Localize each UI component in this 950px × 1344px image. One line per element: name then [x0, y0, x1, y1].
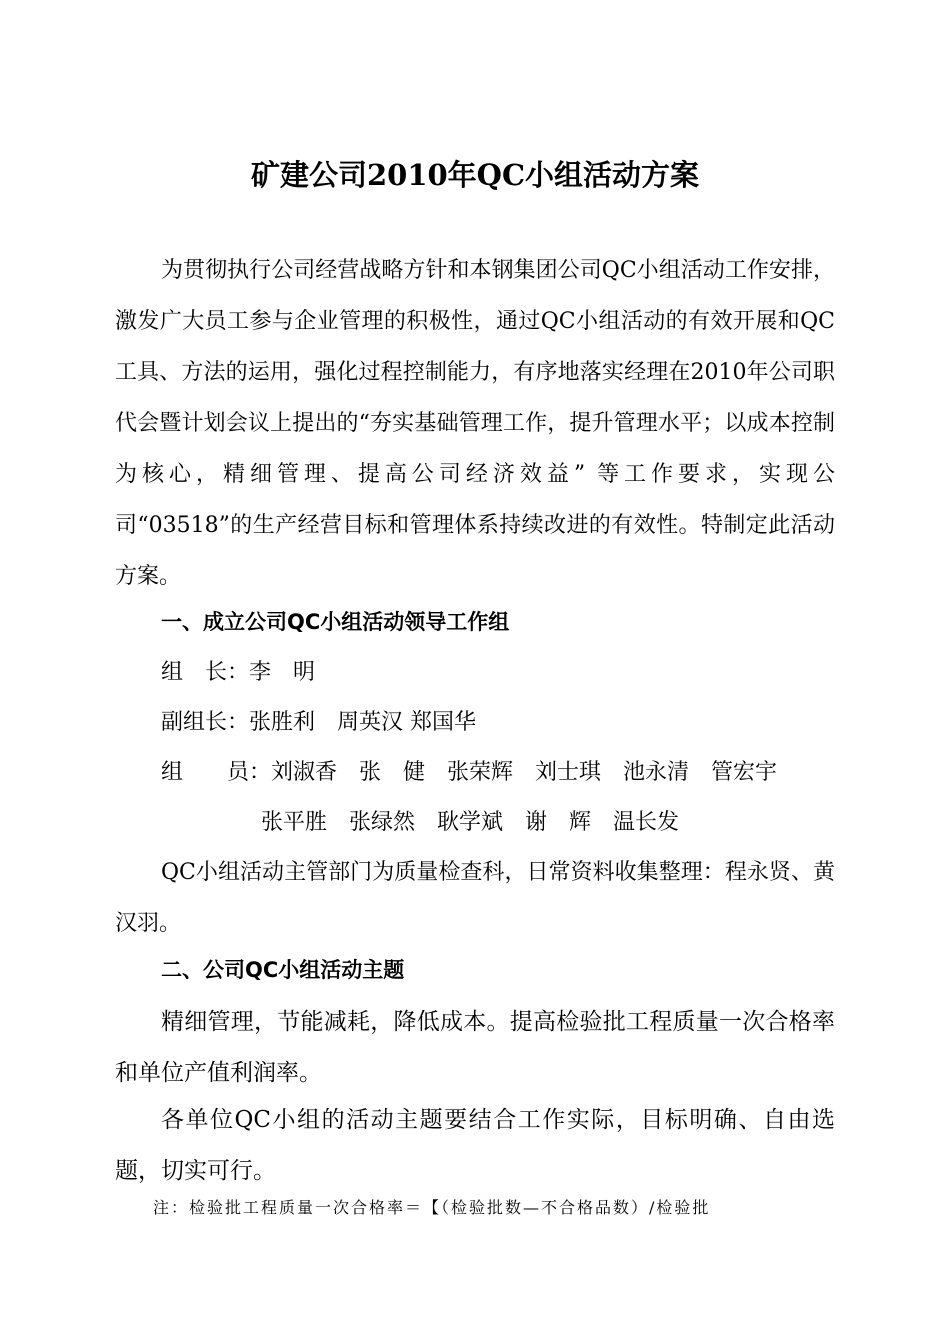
department-paragraph: QC小组活动主管部门为质量检查科，日常资料收集整理：程永贤、黄汉羽。 [115, 860, 835, 936]
document-title: 矿建公司2010年QC小组活动方案 [250, 158, 700, 192]
members-line-2: 张平胜 张绿然 耿学斌 谢 辉 温长发 [261, 810, 680, 835]
group-leader-line: 组 长：李 明 [161, 660, 316, 685]
section-2-heading: 二、公司QC小组活动主题 [161, 958, 405, 982]
requirement-paragraph: 各单位QC小组的活动主题要结合工作实际，目标明确、自由选题，切实可行。 [115, 1107, 835, 1184]
intro-paragraph: 为贯彻执行公司经营战略方针和本钢集团公司QC小组活动工作安排，激发广大员工参与企业管理的积极性，通过QC小组活动的有效开展和QC工具、方法的运用，强化过程控制能力，有序地落实经理在2010年公司职代会暨计划会议上提出的“夯实基础管理工作，提升管理水平；以成本控制为核心，精细管理、提高公司经济效益” 等工作要求，实现公司“03518”的生产经营目标和管理体系持续改进的有效性。特制定此活动方案。 [115, 258, 835, 589]
theme-paragraph: 精细管理，节能减耗，降低成本。提高检验批工程质量一次合格率和单位产值利润率。 [115, 1009, 835, 1086]
members-line-1: 组 员：刘淑香 张 健 张荣辉 刘士琪 池永清 管宏宇 [161, 760, 778, 785]
section-1-heading: 一、成立公司QC小组活动领导工作组 [161, 610, 510, 634]
formula-note: 注：检验批工程质量一次合格率＝【（检验批数—不合格品数）/检验批 [153, 1198, 711, 1217]
deputy-leader-line: 副组长：张胜利 周英汉 郑国华 [161, 710, 476, 735]
